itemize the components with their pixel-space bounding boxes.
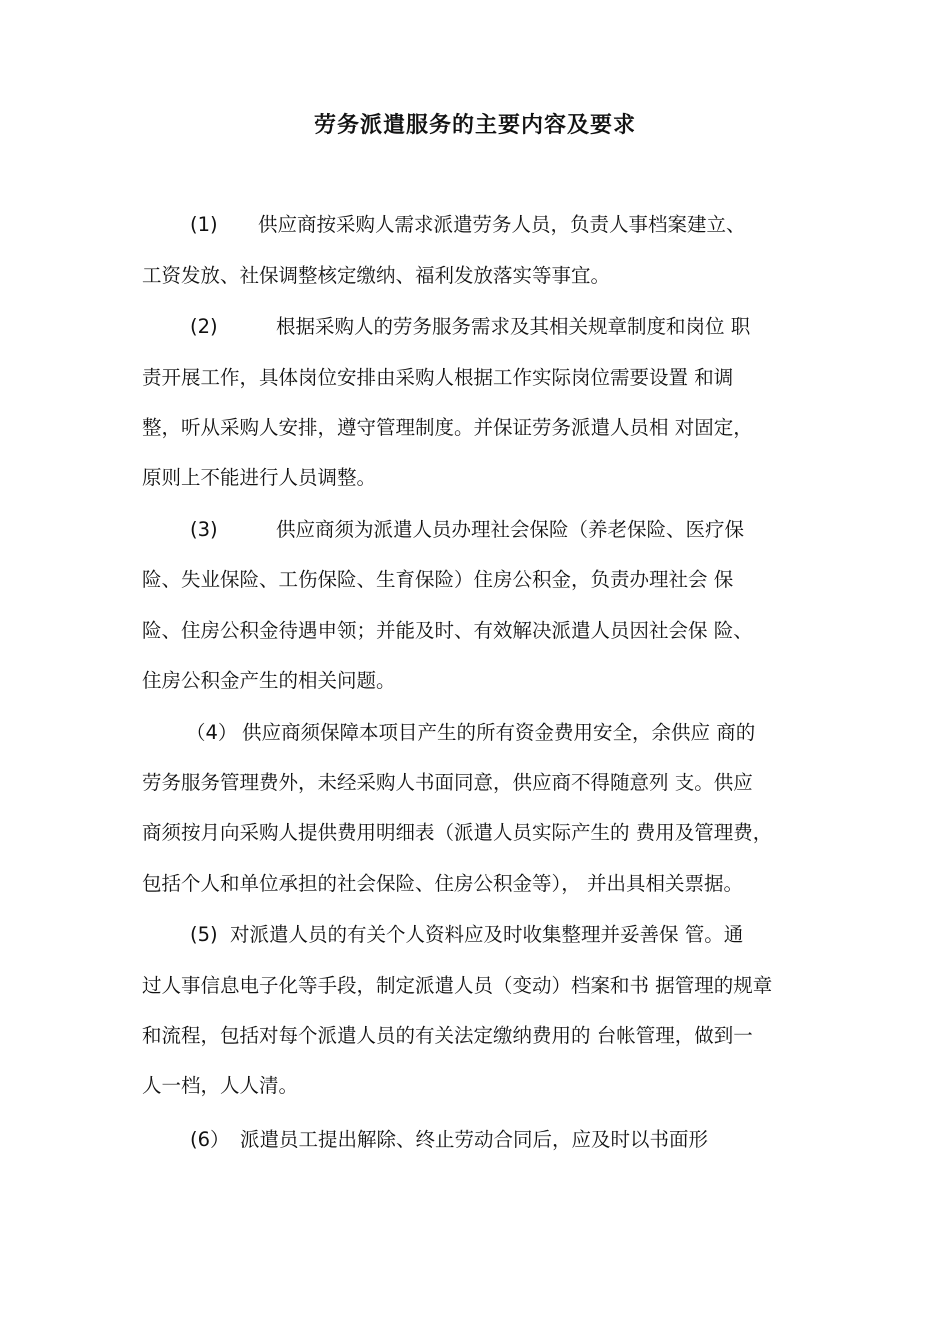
paragraph-1-number: (1) [190,213,218,236]
paragraph-6-number: (6） [190,1128,230,1151]
paragraph-2-line-4: 原则上不能进行人员调整。 [142,466,377,489]
paragraph-3-line-3: 险、住房公积金待遇申领；并能及时、有效解决派遣人员因社会保 险、 [142,619,753,642]
paragraph-4-number: （4） [186,721,238,744]
paragraph-5-line-3: 和流程，包括对每个派遣人员的有关法定缴纳费用的 台帐管理，做到一 [142,1024,753,1047]
paragraph-4-line-4: 包括个人和单位承担的社会保险、住房公积金等）， 并出具相关票据。 [142,872,743,895]
paragraph-3-line-1: 供应商须为派遣人员办理社会保险（养老保险、医疗保 [276,518,745,541]
paragraph-5-number: (5) [190,923,218,946]
paragraph-2-line-2: 责开展工作，具体岗位安排由采购人根据工作实际岗位需要设置 和调 [142,366,734,389]
paragraph-1-line-1: 供应商按采购人需求派遣劳务人员，负责人事档案建立、 [258,213,746,236]
paragraph-4-line-3: 商须按月向采购人提供费用明细表（派遣人员实际产生的 费用及管理费， [142,821,773,844]
paragraph-5-line-2: 过人事信息电子化等手段，制定派遣人员（变动）档案和书 据管理的规章 [142,974,773,997]
paragraph-2-line-1: 根据采购人的劳务服务需求及其相关规章制度和岗位 职 [276,315,751,338]
paragraph-1-line-2: 工资发放、社保调整核定缴纳、福利发放落实等事宜。 [142,264,611,287]
paragraph-4-line-1: 供应商须保障本项目产生的所有资金费用安全，余供应 商的 [242,721,756,744]
paragraph-5-line-1: 对派遣人员的有关个人资料应及时收集整理并妥善保 管。通 [230,923,744,946]
document-title: 劳务派遣服务的主要内容及要求 [313,113,636,138]
paragraph-3-line-2: 险、失业保险、工伤保险、生育保险）住房公积金，负责办理社会 保 [142,568,734,591]
paragraph-4-line-2: 劳务服务管理费外，未经采购人书面同意，供应商不得随意列 支。供应 [142,771,753,794]
paragraph-3-number: (3) [190,518,218,541]
paragraph-6-line-1: 派遣员工提出解除、终止劳动合同后，应及时以书面形 [240,1128,709,1151]
paragraph-5-line-4: 人一档，人人清。 [142,1074,299,1097]
paragraph-3-line-4: 住房公积金产生的相关问题。 [142,669,396,692]
paragraph-2-line-3: 整，听从采购人安排，遵守管理制度。并保证劳务派遣人员相 对固定， [142,416,753,439]
paragraph-2-number: (2) [190,315,218,338]
